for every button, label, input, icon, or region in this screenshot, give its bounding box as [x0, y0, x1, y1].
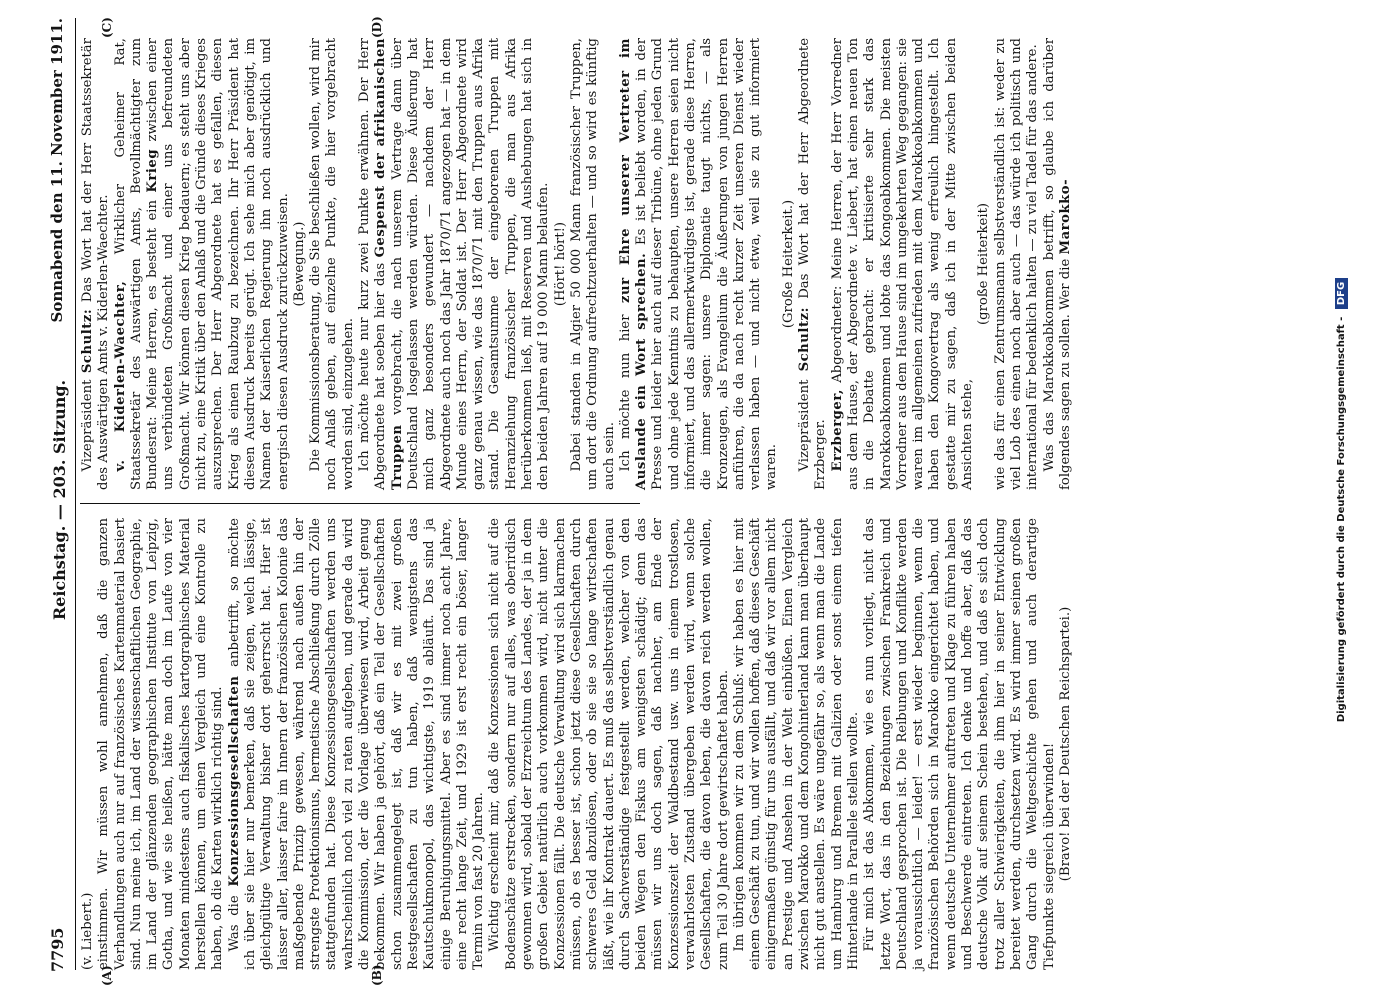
right-column — [80, 38, 1073, 490]
paragraph: Wichtig erscheint mir, daß die Konzessionen sich nicht auf die Bodenschätze erstrecken, sondern nur auf alles, was oberirdisch gewonnen wird, sobald der Erzreichtum des Landes, der ja in dem großen Gebiet natürlich auch vorkommen wird, nicht unter die Konzessionen fällt. Die deutsche Verwaltung wird sich klarmachen müssen, ob es besser ist, schon jetzt diese Gesellschaften durch schweres Geld abzulösen, oder ob sie sie so lange wirtschaften läßt, wie ihr Kontrakt dauert. Es muß das selbstverständlich genau durch Sachverständige festgestellt werden, welcher von den beiden Wegen den Fiskus am wenigsten schädigt; denn das müssen wir uns doch sagen, daß nachher, am Ende der Konzessionszeit der Waldbestand usw. uns in einem trostlosen, verwahrlosten Zustand übergeben werden wird, wenn solche Gesellschaften, die davon leben, die davon reich werden wollen, zum Teil 30 Jahre dort gewirtschaftet haben. — [487, 518, 731, 970]
paragraph: Die Kommissionsberatung, die Sie beschließen wollen, wird mir noch Anlaß geben, auf einzelne Punkte, die hier vorgebracht worden sind, einzugehen. — [308, 38, 356, 490]
emphasis: Gespenst der afrikanischen Truppen — [373, 38, 405, 490]
paragraph: wie das für einen Zentrumsmann selbstverständlich ist: weder zu viel Lob des einen noch aber auch — das würde ich politisch und international für bedenklich halten — zu viel Tadel für das andere. — [992, 38, 1041, 490]
paragraph: Vizepräsident Schultz: Das Wort hat der Herr Abgeordnete Erzberger. — [797, 38, 829, 490]
paragraph: Ich möchte nun hier zur Ehre unserer Vertreter im Auslande ein Wort sprechen. Es ist beliebt worden, in der Presse und leider hier auch auf dieser Tribüne, ohne jeden Grund und ohne jede Kenntnis zu behaupten, unsere Herren seien nicht informiert, und das allermerkwürdigste ist, gerade diese Herren, die immer sagen: unsere Diplomatie taugt nichts, — als Kronzeugen, als Evangelium die Äußerungen von jungen Herren anführen, die da nach recht kurzer Zeit unseren Dienst wieder verlassen haben — und nicht etwa, weil sie zu gut informiert waren. — [617, 38, 780, 490]
applause-note: (Bravo! bei der Deutschen Reichspartei.) — [1057, 606, 1073, 882]
speaker-name: Schultz: — [80, 308, 95, 374]
credit-text: Digitalisierung gefördert durch die Deutsche Forschungsgemeinschaft - — [1336, 316, 1347, 723]
paragraph: Für mich ist das Abkommen, wie es nun vorliegt, nicht das letzte Wort, das in den Beziehungen zwischen Frankreich und Deutschland gesprochen ist. Die Reibungen und Konflikte werden ja voraussichtlich — leider! — erst wieder beginnen, wenn die französischen Behörden sich in Marokko eingerichtet haben, und wenn deutsche Unternehmer auftreten und Klage zu führen haben und Beschwerde eintreten. Ich denke und hoffe aber, daß das deutsche Volk auf seinem Schein bestehen, und daß es sich doch trotz aller Schwierigkeiten, die ihm hier in seiner Entwicklung bereitet werden, durchsetzen wird. Es wird immer seinen großen Gang durch die Weltgeschichte gehen und auch derartige Tiefpunkte siegreich überwinden! — [862, 518, 1057, 970]
paragraph: Erzberger, Abgeordneter: Meine Herren, der Herr Vorredner aus dem Hause, der Abgeordnete v. Liebert, hat einen neuen Ton in die Debatte gebracht: er kritisierte sehr stark das Marokkoabkommen und lobte das Kongoabkommen. Die meisten Vorredner aus dem Hause sind im umgekehrten Weg gegangen: sie waren im allgemeinen zufrieden mit dem Marokkoabkommen und haben den Kongovertrag als wenig erfreulich hingestellt. Ich gestatte mir zu sagen, daß ich in der Mitte zwischen beiden Ansichten stehe, — [829, 38, 976, 490]
header-rule — [75, 18, 76, 970]
reaction-note: (Große Heiterkeit.) — [780, 199, 796, 329]
column-divider — [80, 503, 640, 504]
emphasis: Krieg — [145, 148, 161, 193]
margin-marker-c: (C) — [100, 17, 114, 38]
speaker-name: Erzberger, — [829, 389, 845, 472]
paragraph: Was die Konzessionsgesellschaften anbetrifft, so möchte ich über sie hier nur bemerken, daß sie zeigen, welch lässige, gleichgültige Verwaltung bisher dort geherrscht hat. Hier ist laisser aller, laisser faire im Innern der französischen Kolonie das maßgebende Prinzip gewesen, während nach außen hin der strengste Protektionismus, hermetische Abschließung durch Zölle stattgefunden hat. Diese Konzessionsgesellschaften werden uns wahrscheinlich noch viel zu raten aufgeben, und gerade da wird die Kommission, der die Vorlage überwiesen wird, Arbeit genug bekommen. Wir haben ja gehört, daß ein Teil der Gesellschaften schon zusammengelegt ist, daß wir es mit zwei großen Restgesellschaften zu tun haben, daß wenigstens das Kautschukmonopol, das wichtigste, 1919 abläuft. Das sind ja einige Beruhigungsmittel. Aber es sind immer noch acht Jahre, eine recht lange Zeit, und 1929 ist erst recht ein böser, langer Termin von fast 20 Jahren. — [226, 518, 487, 970]
reaction-note: (Bewegung.) — [291, 221, 307, 307]
running-header: Reichstag. — 203. Sitzung. — [50, 379, 69, 621]
margin-marker-d: (D) — [370, 16, 384, 38]
digitization-credit — [1335, 0, 1348, 1000]
page-number: 7795 — [48, 927, 67, 972]
margin-marker-a: (A) — [100, 965, 114, 986]
dfg-logo: DFG — [1335, 278, 1348, 309]
margin-marker-b: (B) — [370, 964, 384, 986]
emphasis: Marokko- — [1057, 178, 1073, 255]
paragraph: Ich möchte heute nur kurz zwei Punkte erwähnen. Der Herr Abgeordnete hat soeben hier das Gespenst der afrikanischen Truppen vorgebracht, die nach unserem Vertrage dann über Deutschland losgelassen werden würden. Diese Äußerung hat mich ganz besonders gewundert — nachdem der Herr Abgeordnete auch noch das Jahr 1870/71 angezogen hat — in dem Munde eines Herrn, der Soldat ist. Der Herr Abgeordnete wird ganz genau wissen, wie das 1870/71 mit den Truppen aus Afrika stand. Die Gesamtsumme der eingeborenen Truppen mit Heranziehung französischer Truppen, die man aus Afrika herüberkommen ließ, mit Reserven und Aushebungen hat sich in den beiden Jahren auf 19 000 Mann belaufen. — [357, 38, 552, 490]
paragraph: v. Kiderlen-Waechter, Wirklicher Geheimer Rat, Staatssekretär des Auswärtigen Amts, Bevollmächtigter zum Bundesrat: Meine Herren, es besteht ein Krieg zwischen einer uns verbündeten Großmacht und einer uns befreundeten Großmacht. Wir können diesen Krieg bedauern; es steht uns aber nicht zu, eine Kritik über den Anlaß und die Gründe dieses Krieges auszusprechen. Der Herr Abgeordnete hat es gefallen, diesen Krieg als einen Raubzug zu bezeichnen. Ihr Herr Präsident hat diesen Ausdruck bereits gerügt. Ich sehe mich aber genötigt, im Namen der Kaiserlichen Regierung ihn noch ausdrücklich und energisch diesen Ausdruck zurückzuweisen. — [112, 38, 291, 490]
speaker-name: Schultz: — [797, 307, 813, 372]
paragraph: Was das Marokkoabkommen betrifft, so glaube ich darüber folgendes sagen zu sollen. Wer die Marokko- — [1041, 38, 1073, 490]
paragraph: Vizepräsident Schultz: Das Wort hat der Herr Staatssekretär des Auswärtigen Amts v. Kiderlen-Waechter. — [80, 38, 112, 490]
left-column — [80, 518, 1073, 970]
reaction-note: (große Heiterkeit) — [976, 202, 992, 326]
paragraph: einstimmen. Wir müssen wohl annehmen, daß die ganzen Verhandlungen auch nur auf französisches Kartenmaterial basiert sind. Nun meine ich, im Land der wissenschaftlichen Geographie, im Land der glänzenden geographischen Institute von Leipzig, Gotha, und wie sie heißen, hätte man doch im Laufe von vier Monaten mindestens auch fiskalisches kartographisches Material herstellen können, um einen Vergleich und eine Kontrolle zu haben, ob die Karten wirklich richtig sind. — [96, 518, 226, 970]
emphasis: zur Ehre unserer Vertreter im Auslande ein Wort sprechen. — [617, 38, 650, 490]
reaction-note: (Hört! hört!) — [552, 221, 568, 307]
paragraph: Im übrigen kommen wir zu dem Schluß: wir haben es hier mit einem Geschäft zu tun, und wir wollen hoffen, daß dieses Geschäft einigermaßen günstig für uns ausfällt, und daß wir vor allem nicht an Prestige und Ansehen in der Welt einbüßen. Einen Vergleich zwischen Marokko und dem Kongohinterland kann man überhaupt nicht gut anstellen. Es wäre ungefähr so, als wenn man die Lande um Hamburg und Bremen mit Galizien oder sonst einem tiefen Hinterlande in Parallele stellen wollte. — [731, 518, 861, 970]
session-date: Sonnabend den 11. November 1911. — [48, 18, 66, 323]
speaker-name: v. Kiderlen-Waechter, — [112, 280, 128, 472]
paragraph: Dabei standen in Algier 50 000 Mann französischer Truppen, um dort die Ordnung aufrechtzuerhalten — und so wird es künftig auch sein. — [568, 38, 617, 490]
speaker-continuation: (v. Liebert.) — [80, 892, 95, 970]
emphasis: Konzessionsgesellschaften — [226, 675, 242, 887]
